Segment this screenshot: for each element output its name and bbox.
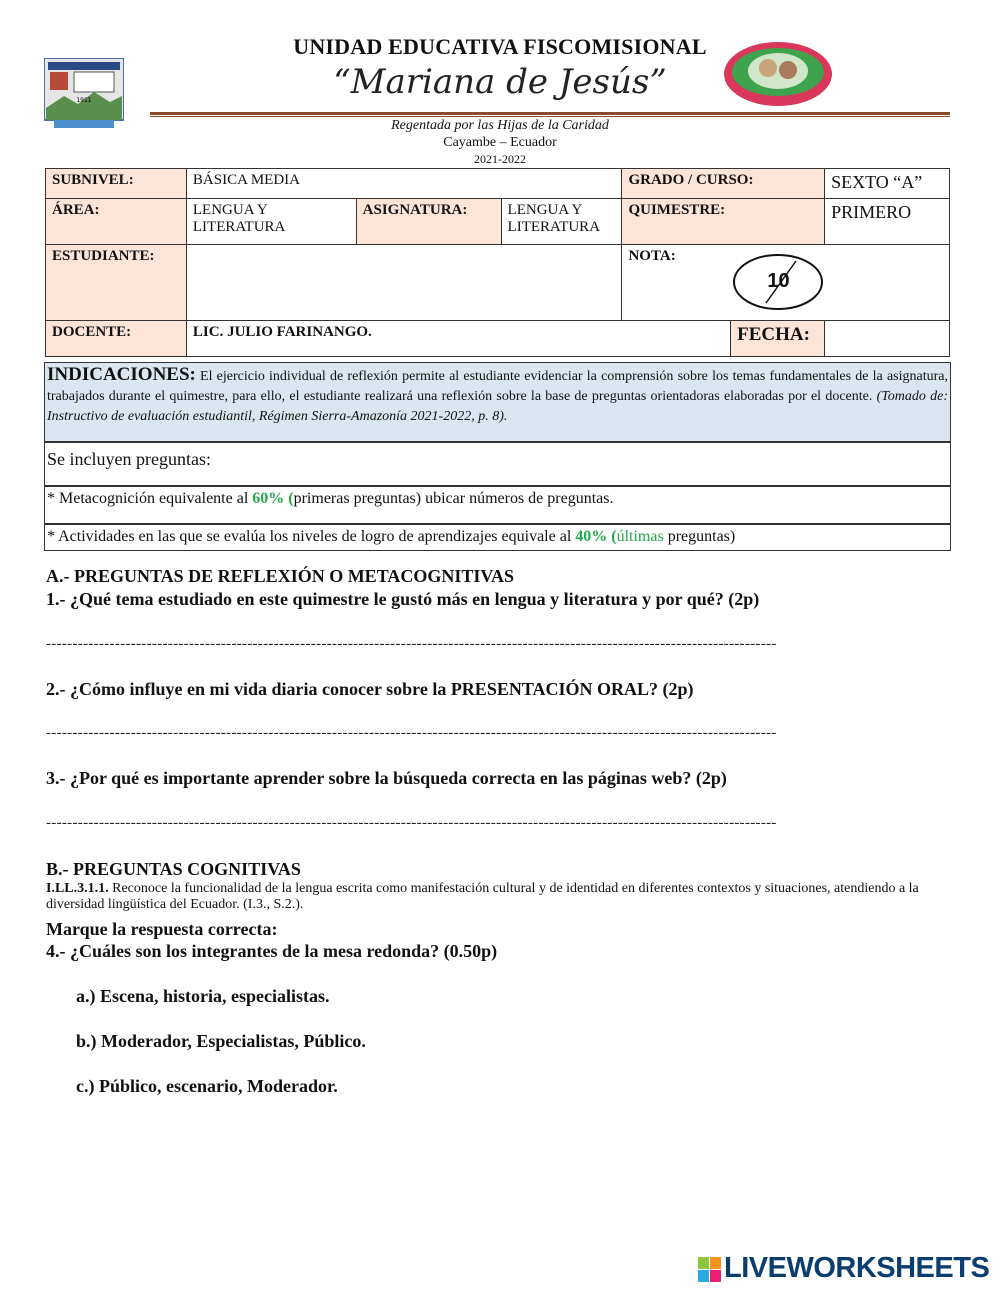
header-rule-thin	[150, 116, 950, 117]
question-2: 2.- ¿Cómo influye en mi vida diaria conocer sobre la PRESENTACIÓN ORAL? (2p)	[46, 679, 694, 699]
grade-circle	[732, 253, 824, 311]
docente-label: DOCENTE:	[46, 321, 187, 357]
indicaciones-box	[44, 362, 951, 442]
activities-row	[44, 524, 951, 551]
nota-value: 10	[767, 270, 790, 292]
info-table	[45, 168, 950, 357]
meta-prefix: * Metacognición equivalente al	[47, 490, 253, 507]
act-prefix: * Actividades en las que se evalúa los niveles de logro de aprendizajes equivale al	[47, 528, 576, 545]
meta-suffix: primeras preguntas) ubicar números de preguntas.	[293, 490, 614, 507]
grado-value: SEXTO “A”	[825, 169, 950, 199]
section-a-title: A.- PREGUNTAS DE REFLEXIÓN O METACOGNITIVAS	[46, 566, 515, 586]
liveworksheets-logo-icon	[698, 1257, 722, 1283]
area-value: LENGUA Y LITERATURA	[186, 199, 356, 245]
answer-line-1[interactable]: ------------------------------------------------------------------------------------------------------------------------------------------	[46, 636, 777, 652]
subnivel-label: SUBNIVEL:	[46, 169, 187, 199]
instruction: Marque la respuesta correcta:	[46, 919, 278, 939]
school-name: UNIDAD EDUCATIVA FISCOMISIONAL	[293, 34, 707, 59]
estudiante-label: ESTUDIANTE:	[46, 245, 187, 321]
option-c[interactable]: c.) Público, escenario, Moderador.	[76, 1076, 338, 1096]
svg-text:1911: 1911	[76, 97, 92, 104]
quimestre-label: QUIMESTRE:	[622, 199, 825, 245]
liveworksheets-brand: LIVEWORKSHEETS	[724, 1252, 990, 1284]
fecha-label: FECHA:	[731, 321, 825, 357]
city-line: Cayambe – Ecuador	[443, 135, 557, 150]
meta-percent: 60% (	[252, 490, 294, 507]
quimestre-value: PRIMERO	[825, 199, 950, 245]
estudiante-field[interactable]	[186, 245, 622, 321]
act-suffix: preguntas)	[663, 528, 736, 545]
area-label: ÁREA:	[46, 199, 187, 245]
asignatura-value: LENGUA Y LITERATURA	[501, 199, 622, 245]
nota-cell	[622, 245, 950, 321]
school-subtitle: “Mariana de Jesús”	[333, 62, 667, 102]
question-3: 3.- ¿Por qué es importante aprender sobre la búsqueda correcta en las páginas web? (2p)	[46, 768, 727, 788]
indicaciones-source: (Tomado de: Instructivo de evaluación estudiantil, Régimen Sierra-Amazonía 2021-2022, p. 8).	[47, 389, 949, 424]
act-green: últimas	[616, 528, 664, 545]
indicator	[46, 881, 952, 913]
grado-label: GRADO / CURSO:	[622, 169, 825, 199]
meta-row	[44, 486, 951, 524]
indicaciones-title: INDICACIONES:	[47, 364, 196, 385]
indicator-text: Reconoce la funcionalidad de la lengua escrita como manifestación cultural y de identidad en diferentes contextos y situaciones, atendiendo a la diversidad lingüística del Ecuador. (I.3., S.2.).	[46, 881, 919, 912]
docente-value: LIC. JULIO FARINANGO.	[186, 321, 730, 357]
nota-label: NOTA:	[628, 248, 676, 264]
indicaciones-text: El ejercicio individual de reflexión permite al estudiante evidenciar la comprensión sobre los temas fundamentales de la asignatura, trabajados durante el quimestre, para ello, el estudiante realizará una reflexión sobre la base de preguntas orientadoras elaboradas por el docente.	[47, 369, 948, 404]
question-4: 4.- ¿Cuáles son los integrantes de la mesa redonda? (0.50p)	[46, 941, 498, 961]
includes-title: Se incluyen preguntas:	[44, 442, 951, 486]
indicator-code: I.LL.3.1.1.	[46, 881, 109, 896]
act-percent: 40% (	[575, 528, 617, 545]
option-a[interactable]: a.) Escena, historia, especialistas.	[76, 986, 330, 1006]
question-1: 1.- ¿Qué tema estudiado en este quimestre le gustó más en lengua y literatura y por qué? (2p)	[46, 589, 760, 609]
asignatura-label: ASIGNATURA:	[356, 199, 501, 245]
regent-line: Regentada por las Hijas de la Caridad	[391, 118, 609, 133]
section-b-title: B.- PREGUNTAS COGNITIVAS	[46, 859, 301, 879]
fecha-field[interactable]	[825, 321, 950, 357]
subnivel-value: BÁSICA MEDIA	[186, 169, 622, 199]
header-rule	[150, 112, 950, 115]
answer-line-3[interactable]: ------------------------------------------------------------------------------------------------------------------------------------------	[46, 815, 777, 831]
school-year: 2021-2022	[474, 152, 526, 166]
option-b[interactable]: b.) Moderador, Especialistas, Público.	[76, 1031, 366, 1051]
answer-line-2[interactable]: ------------------------------------------------------------------------------------------------------------------------------------------	[46, 725, 777, 741]
